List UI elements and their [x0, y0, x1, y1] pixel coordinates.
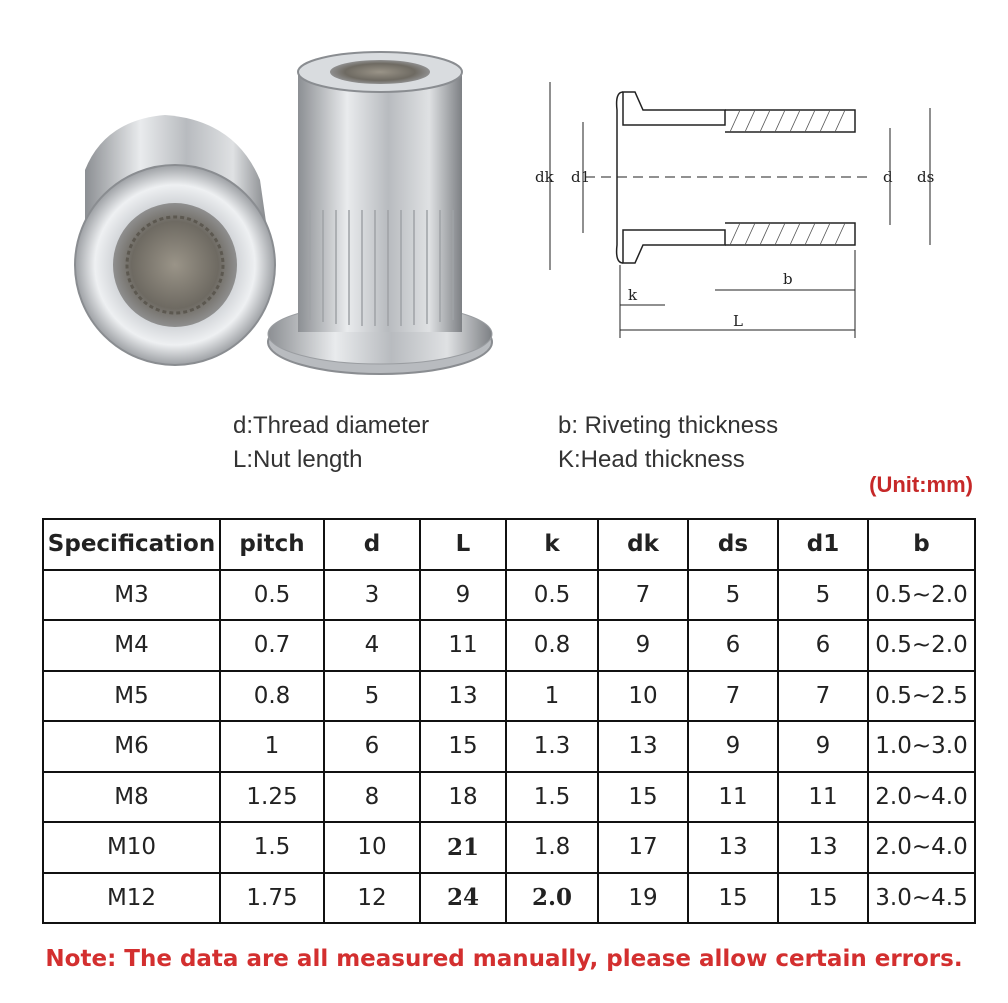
table-cell: M5 [43, 671, 220, 722]
table-cell: 1.8 [506, 822, 598, 873]
legend-b: b: Riveting thickness [558, 412, 779, 439]
table-cell: 6 [778, 620, 868, 671]
table-cell: 11 [688, 772, 778, 823]
table-row [43, 671, 975, 722]
table-cell: 1.75 [220, 873, 324, 924]
diagram-label-d: d [883, 168, 893, 186]
diagram-label-dk: dk [535, 168, 554, 186]
measurement-note: Note: The data are all measured manually, please allow certain errors. [45, 946, 963, 972]
table-cell: 11 [778, 772, 868, 823]
table-cell: 0.7 [220, 620, 324, 671]
table-cell: 6 [324, 721, 420, 772]
table-cell: M10 [43, 822, 220, 873]
table-cell: 1.5 [220, 822, 324, 873]
table-cell: 1.25 [220, 772, 324, 823]
table-cell: 5 [688, 570, 778, 621]
table-cell: 3 [324, 570, 420, 621]
table-row [43, 721, 975, 772]
table-cell: M6 [43, 721, 220, 772]
diagram-label-k: k [628, 286, 638, 304]
spec-table [42, 518, 976, 924]
table-cell: 9 [778, 721, 868, 772]
diagram-label-ds: ds [917, 168, 935, 186]
table-cell: 7 [688, 671, 778, 722]
header-cell: ds [688, 519, 778, 570]
header-cell: Specification [43, 519, 220, 570]
table-cell: 4 [324, 620, 420, 671]
table-cell: 9 [598, 620, 688, 671]
table-cell: 19 [598, 873, 688, 924]
table-cell: 0.8 [506, 620, 598, 671]
table-cell: 2.0~4.0 [868, 822, 975, 873]
header-cell: L [420, 519, 506, 570]
table-cell: 0.5 [220, 570, 324, 621]
table-cell: 15 [420, 721, 506, 772]
table-cell: 18 [420, 772, 506, 823]
table-cell: 10 [598, 671, 688, 722]
table-cell: 2.0~4.0 [868, 772, 975, 823]
table-row [43, 570, 975, 621]
legend-L: L:Nut length [233, 446, 363, 473]
table-cell: 6 [688, 620, 778, 671]
table-cell: 9 [688, 721, 778, 772]
cross-section-diagram [525, 70, 975, 360]
table-cell: 13 [420, 671, 506, 722]
table-row [43, 873, 975, 924]
table-row [43, 822, 975, 873]
table-cell: M3 [43, 570, 220, 621]
table-cell: 7 [778, 671, 868, 722]
table-cell: 3.0~4.5 [868, 873, 975, 924]
table-cell: M12 [43, 873, 220, 924]
table-cell: 15 [598, 772, 688, 823]
table-row [43, 620, 975, 671]
table-cell: 13 [778, 822, 868, 873]
table-cell: 15 [688, 873, 778, 924]
rivet-nut-side-view [268, 52, 492, 374]
table-cell: 13 [598, 721, 688, 772]
table-cell: 24 [420, 873, 506, 924]
table-row [43, 772, 975, 823]
table-cell: 0.5~2.0 [868, 620, 975, 671]
table-cell: 0.5~2.5 [868, 671, 975, 722]
table-cell: 0.5 [506, 570, 598, 621]
diagram-label-d1: d1 [571, 168, 591, 186]
table-cell: 1.0~3.0 [868, 721, 975, 772]
table-cell: 8 [324, 772, 420, 823]
table-cell: 10 [324, 822, 420, 873]
header-cell: d1 [778, 519, 868, 570]
table-cell: 5 [324, 671, 420, 722]
header-cell: pitch [220, 519, 324, 570]
rivet-nut-photo [55, 50, 495, 390]
header-cell: dk [598, 519, 688, 570]
table-cell: 15 [778, 873, 868, 924]
table-cell: 12 [324, 873, 420, 924]
diagram-label-L: L [733, 312, 743, 330]
table-cell: 13 [688, 822, 778, 873]
table-cell: 1 [220, 721, 324, 772]
table-cell: M4 [43, 620, 220, 671]
table-cell: 1.3 [506, 721, 598, 772]
table-cell: 11 [420, 620, 506, 671]
table-cell: 0.5~2.0 [868, 570, 975, 621]
table-cell: 17 [598, 822, 688, 873]
table-cell: 2.0 [506, 873, 598, 924]
table-cell: 7 [598, 570, 688, 621]
legend-k: K:Head thickness [558, 446, 745, 473]
table-cell: 9 [420, 570, 506, 621]
header-cell: k [506, 519, 598, 570]
table-cell: 1 [506, 671, 598, 722]
legend-d: d:Thread diameter [233, 412, 430, 439]
table-header-row [43, 519, 975, 570]
header-cell: d [324, 519, 420, 570]
rivet-nut-end-view [75, 115, 275, 365]
diagram-label-b: b [783, 270, 793, 288]
header-cell: b [868, 519, 975, 570]
table-cell: M8 [43, 772, 220, 823]
table-cell: 1.5 [506, 772, 598, 823]
unit-label: (Unit:mm) [869, 472, 973, 497]
table-cell: 5 [778, 570, 868, 621]
table-cell: 0.8 [220, 671, 324, 722]
table-cell: 21 [420, 822, 506, 873]
